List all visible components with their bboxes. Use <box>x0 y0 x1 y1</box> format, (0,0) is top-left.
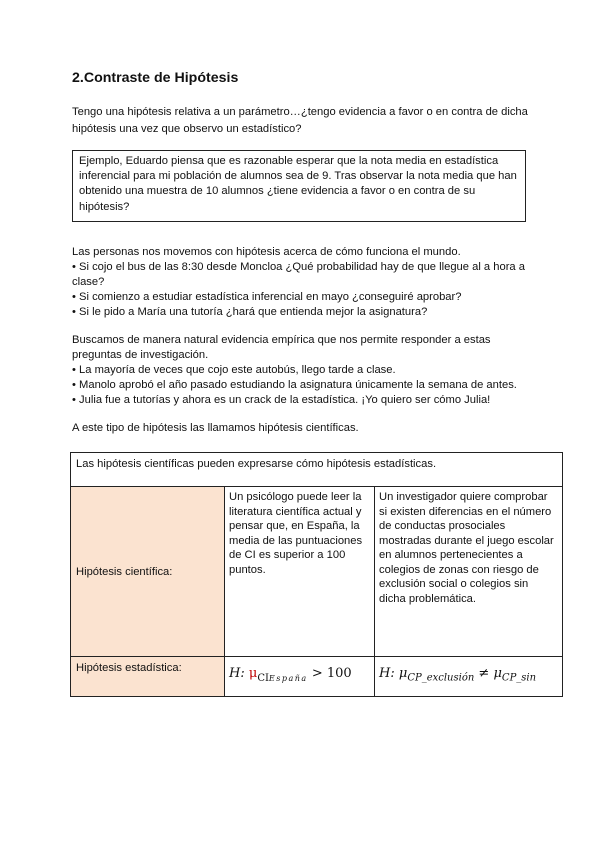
table-header: Las hipótesis científicas pueden expresarse cómo hipótesis estadísticas. <box>71 453 563 487</box>
statistical-hypothesis-label: Hipótesis estadística: <box>71 657 225 697</box>
block2-lead: Buscamos de manera natural evidencia empírica que nos permite responder a estas preguntas de investigación. <box>72 334 491 361</box>
scientific-hypothesis-note: A este tipo de hipótesis las llamamos hipótesis científicas. <box>72 422 359 434</box>
list-item: • La mayoría de veces que cojo este autobús, llego tarde a clase. <box>72 363 542 378</box>
formula-prosocial: H: $\mu_{CP\_exclusión} \ne \mu_{CP\_sin}$ <box>375 657 563 697</box>
block1-lead: Las personas nos movemos con hipótesis acerca de cómo funciona el mundo. <box>72 246 461 258</box>
list-item: • Manolo aprobó el año pasado estudiando la asignatura únicamente la semana de antes. <box>72 378 542 393</box>
hypotheses-block <box>72 245 542 320</box>
scientific-hypothesis-label: Hipótesis científica: <box>71 487 225 657</box>
hypotheses-list <box>72 260 542 320</box>
intro-paragraph: Tengo una hipótesis relativa a un parámetro…¿tengo evidencia a favor o en contra de dicha hipótesis una vez que observo un estadístico? <box>72 106 528 135</box>
list-item: • Si cojo el bus de las 8:30 desde Moncloa ¿Qué probabilidad hay de que llegue al a hora a clase? <box>72 260 542 290</box>
formula-ci: H: $\mu_{CIEspaña} > 100$ <box>225 657 375 697</box>
evidence-block <box>72 333 542 408</box>
example-psychologist: Un psicólogo puede leer la literatura científica actual y pensar que, en España, la media de las puntuaciones de CI es superior a 100 puntos. <box>225 487 375 657</box>
section-title: 2.Contraste de Hipótesis <box>72 70 239 86</box>
example-researcher: Un investigador quiere comprobar si existen diferencias en el número de conductas prosociales mostradas durante el juego escolar en alumnos pertenecientes a colegios de zonas con riesgo de exclusión social o colegios sin dicha problemática. <box>375 487 563 657</box>
list-item: • Si comienzo a estudiar estadística inferencial en mayo ¿conseguiré aprobar? <box>72 290 542 305</box>
evidence-list <box>72 363 542 408</box>
list-item: • Julia fue a tutorías y ahora es un crack de la estadística. ¡Yo quiero ser cómo Julia! <box>72 393 542 408</box>
list-item: • Si le pido a María una tutoría ¿hará que entienda mejor la asignatura? <box>72 305 542 320</box>
hypotheses-table <box>70 452 563 697</box>
example-box: Ejemplo, Eduardo piensa que es razonable esperar que la nota media en estadística inferencial para mi población de alumnos sea de 9. Tras observar la nota media que han obtenido una muestra de 10 alumnos ¿tiene evidencia a favor o en contra de su hipótesis? <box>72 150 526 222</box>
